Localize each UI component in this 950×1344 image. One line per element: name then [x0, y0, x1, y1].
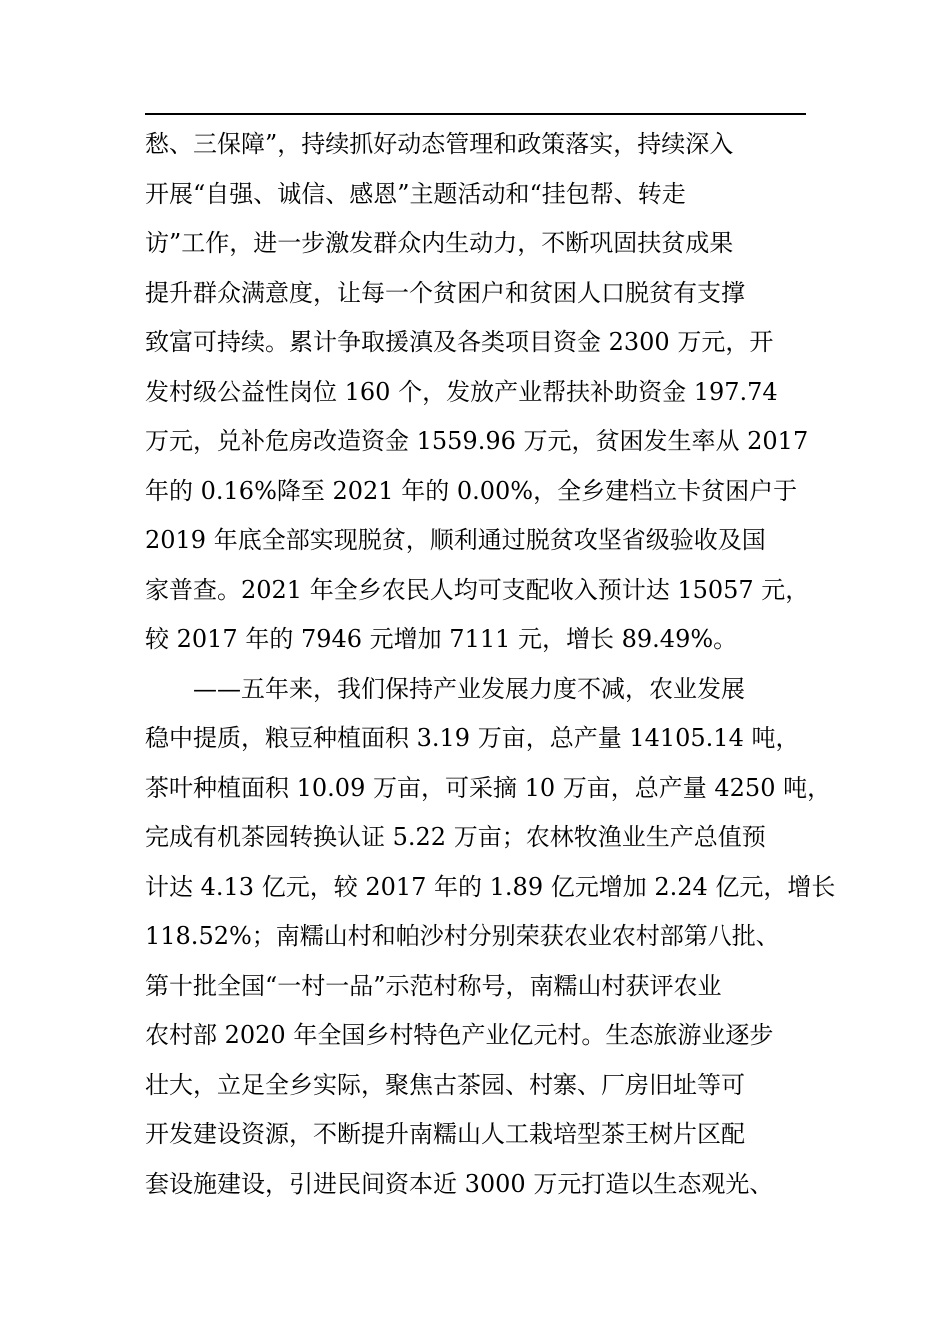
text-line: 完成有机茶园转换认证 5.22 万亩；农林牧渔业生产总值预 — [145, 823, 766, 851]
text-line: 稳中提质，粮豆种植面积 3.19 万亩，总产量 14105.14 吨， — [145, 724, 800, 752]
text-line: 提升群众满意度，让每一个贫困户和贫困人口脱贫有支撑 — [145, 278, 745, 307]
text-line: ——五年来，我们保持产业发展力度不减，农业发展 — [145, 674, 745, 703]
text-line: 致富可持续。累计争取援滇及各类项目资金 2300 万元，开 — [145, 328, 774, 356]
text-line: 访”工作，进一步激发群众内生动力，不断巩固扶贫成果 — [145, 229, 734, 257]
text-line: 愁、三保障”，持续抓好动态管理和政策落实，持续深入 — [145, 130, 734, 158]
text-line: 较 2017 年的 7946 元增加 7111 元，增长 89.49%。 — [145, 625, 738, 653]
text-line: 壮大，立足全乡实际，聚焦古茶园、村寨、厂房旧址等可 — [145, 1070, 745, 1099]
text-line: 万元，兑补危房改造资金 1559.96 万元，贫困发生率从 2017 — [145, 427, 809, 455]
text-line: 年的 0.16%降至 2021 年的 0.00%，全乡建档立卡贫困户于 — [145, 476, 798, 505]
text-line: 2019 年底全部实现脱贫，顺利通过脱贫攻坚省级验收及国 — [145, 526, 766, 554]
body-text — [145, 120, 845, 1209]
text-line: 套设施建设，引进民间资本近 3000 万元打造以生态观光、 — [145, 1169, 774, 1198]
text-line: 家普查。2021 年全乡农民人均可支配收入预计达 15057 元， — [145, 575, 810, 604]
header-rule — [145, 113, 806, 115]
text-line: 118.52%；南糯山村和帕沙村分别荣获农业农村部第八批、 — [145, 922, 780, 950]
text-line: 开展“自强、诚信、感恩”主题活动和“挂包帮、转走 — [145, 179, 686, 208]
text-line: 计达 4.13 亿元，较 2017 年的 1.89 亿元增加 2.24 亿元，增长 — [145, 872, 836, 901]
text-line: 开发建设资源，不断提升南糯山人工栽培型茶王树片区配 — [145, 1120, 745, 1148]
text-line: 茶叶种植面积 10.09 万亩，可采摘 10 万亩，总产量 4250 吨， — [145, 773, 832, 802]
text-line: 第十批全国“一村一品”示范村称号，南糯山村获评农业 — [145, 971, 722, 1000]
text-line: 发村级公益性岗位 160 个，发放产业帮扶补助资金 197.74 — [145, 377, 778, 406]
text-line: 农村部 2020 年全国乡村特色产业亿元村。生态旅游业逐步 — [145, 1021, 774, 1049]
